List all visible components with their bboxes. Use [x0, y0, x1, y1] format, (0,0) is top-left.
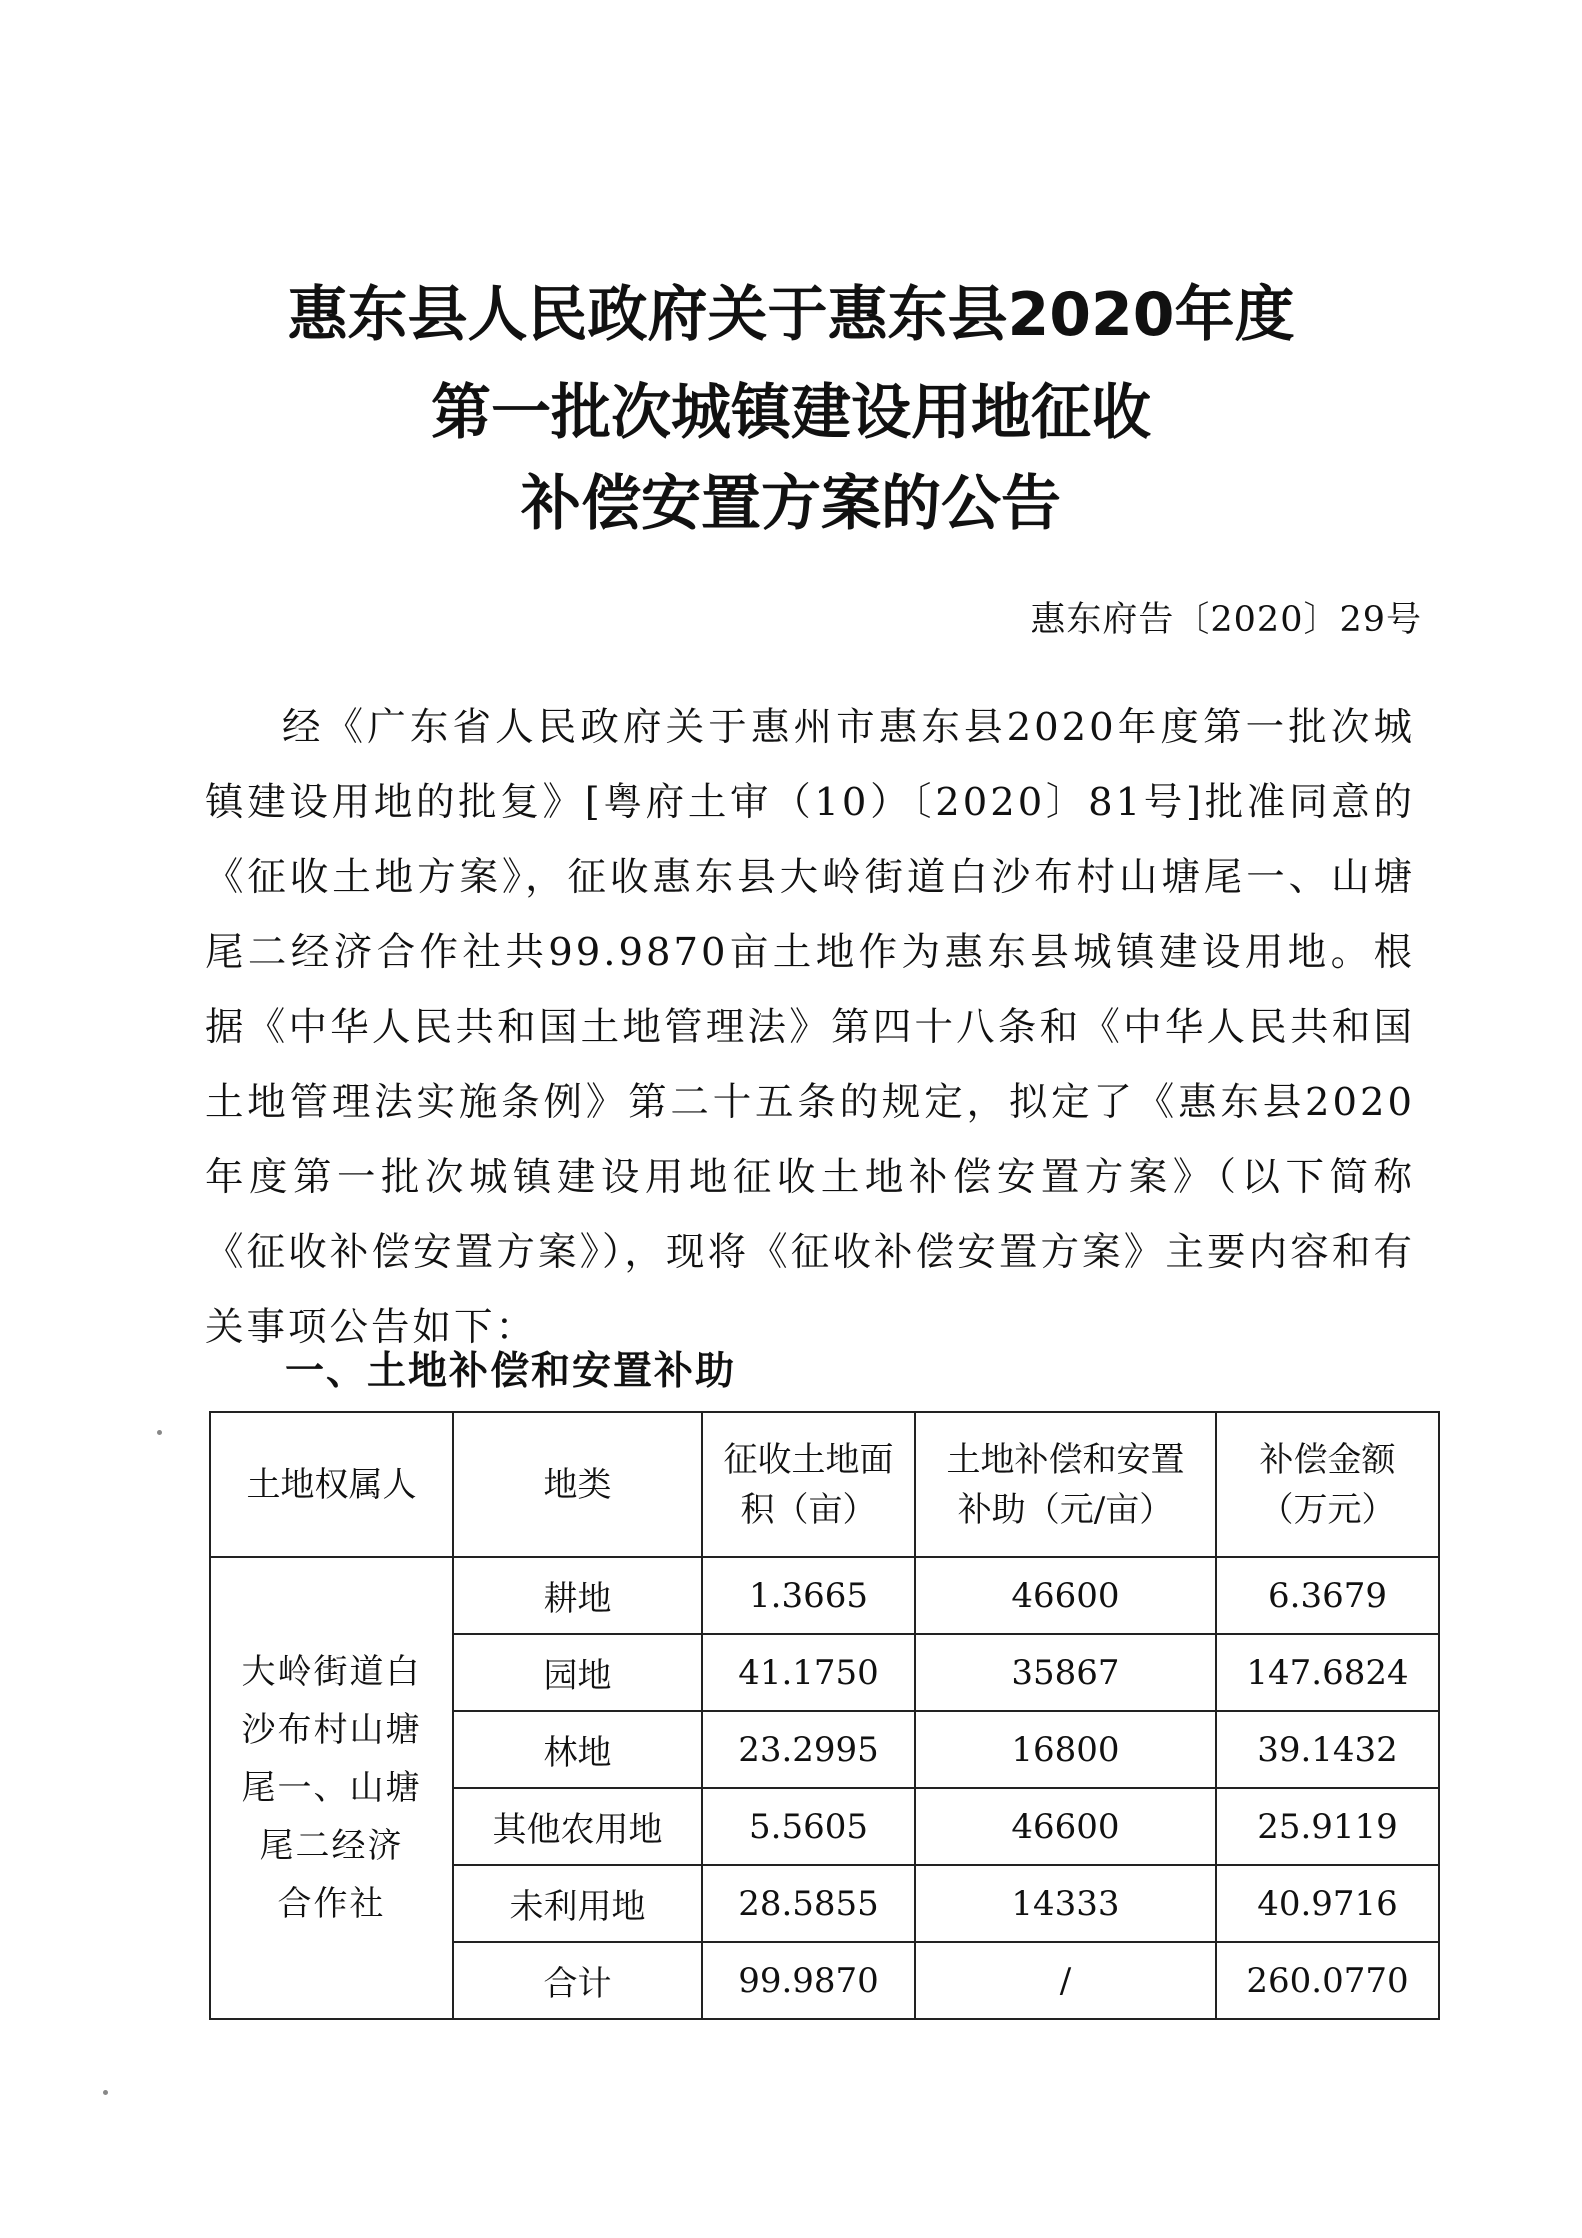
header-amount-line-1: 补偿金额	[1259, 1439, 1396, 1480]
cell-total-rate: /	[915, 1942, 1216, 2019]
owner-cell	[210, 1557, 453, 2019]
owner-line: 尾二经济	[259, 1826, 404, 1866]
cell-land-type: 园地	[453, 1634, 702, 1711]
header-amount	[1216, 1412, 1439, 1557]
cell-land-type: 未利用地	[453, 1865, 702, 1942]
cell-amount: 40.9716	[1216, 1865, 1439, 1942]
header-rate-line-1: 土地补偿和安置	[946, 1439, 1185, 1480]
owner-line: 沙布村山塘	[241, 1710, 422, 1750]
scan-speck	[103, 2090, 108, 2095]
cell-area: 28.5855	[702, 1865, 915, 1942]
cell-area: 5.5605	[702, 1788, 915, 1865]
header-area-line-2: 积（亩）	[740, 1489, 877, 1530]
header-land-type-label: 地类	[543, 1464, 612, 1505]
table-header-row	[210, 1412, 1439, 1557]
cell-land-type: 耕地	[453, 1557, 702, 1634]
cell-land-type: 其他农用地	[453, 1788, 702, 1865]
cell-rate: 35867	[915, 1634, 1216, 1711]
compensation-table	[209, 1411, 1440, 2020]
header-amount-line-2: （万元）	[1259, 1489, 1396, 1530]
header-rate-line-2: 补助（元/亩）	[957, 1489, 1174, 1530]
cell-amount: 147.6824	[1216, 1634, 1439, 1711]
cell-total-amount: 260.0770	[1216, 1942, 1439, 2019]
table-row	[210, 1557, 1439, 1634]
document-number: 惠东府告〔2020〕29号	[1030, 600, 1422, 640]
cell-rate: 14333	[915, 1865, 1216, 1942]
header-area-line-1: 征收土地面	[723, 1439, 894, 1480]
title-line-1: 惠东县人民政府关于惠东县2020年度	[287, 280, 1295, 350]
cell-rate: 46600	[915, 1788, 1216, 1865]
header-land-type	[453, 1412, 702, 1557]
header-owner-label: 土地权属人	[246, 1464, 417, 1505]
owner-line: 尾一、山塘	[241, 1768, 422, 1808]
cell-land-type: 林地	[453, 1711, 702, 1788]
header-area	[702, 1412, 915, 1557]
body-paragraph: 经《广东省人民政府关于惠州市惠东县2020年度第一批次城镇建设用地的批复》[粤府土审（10）〔2020〕81号]批准同意的《征收土地方案》，征收惠东县大岭街道白沙布村山塘尾一、山塘尾二经济合作社共99.9870亩土地作为惠东县城镇建设用地。根据《中华人民共和国土地管理法》第四十八条和《中华人民共和国土地管理法实施条例》第二十五条的规定，拟定了《惠东县2020年度第一批次城镇建设用地征收土地补偿安置方案》（以下简称《征收补偿安置方案》），现将《征收补偿安置方案》主要内容和有关事项公告如下：	[205, 705, 1415, 1350]
title-line-2: 第一批次城镇建设用地征收	[431, 378, 1151, 448]
title-line-3: 补偿安置方案的公告	[521, 469, 1061, 539]
header-rate	[915, 1412, 1216, 1557]
header-owner	[210, 1412, 453, 1557]
cell-amount: 25.9119	[1216, 1788, 1439, 1865]
scan-speck	[157, 1430, 162, 1435]
cell-rate: 16800	[915, 1711, 1216, 1788]
cell-total-label: 合计	[453, 1942, 702, 2019]
cell-area: 41.1750	[702, 1634, 915, 1711]
owner-line: 大岭街道白	[241, 1652, 422, 1692]
owner-line: 合作社	[277, 1884, 386, 1924]
section-heading: 一、土地补偿和安置补助	[285, 1349, 737, 1394]
cell-amount: 39.1432	[1216, 1711, 1439, 1788]
cell-rate: 46600	[915, 1557, 1216, 1634]
cell-total-area: 99.9870	[702, 1942, 915, 2019]
cell-amount: 6.3679	[1216, 1557, 1439, 1634]
cell-area: 1.3665	[702, 1557, 915, 1634]
cell-area: 23.2995	[702, 1711, 915, 1788]
